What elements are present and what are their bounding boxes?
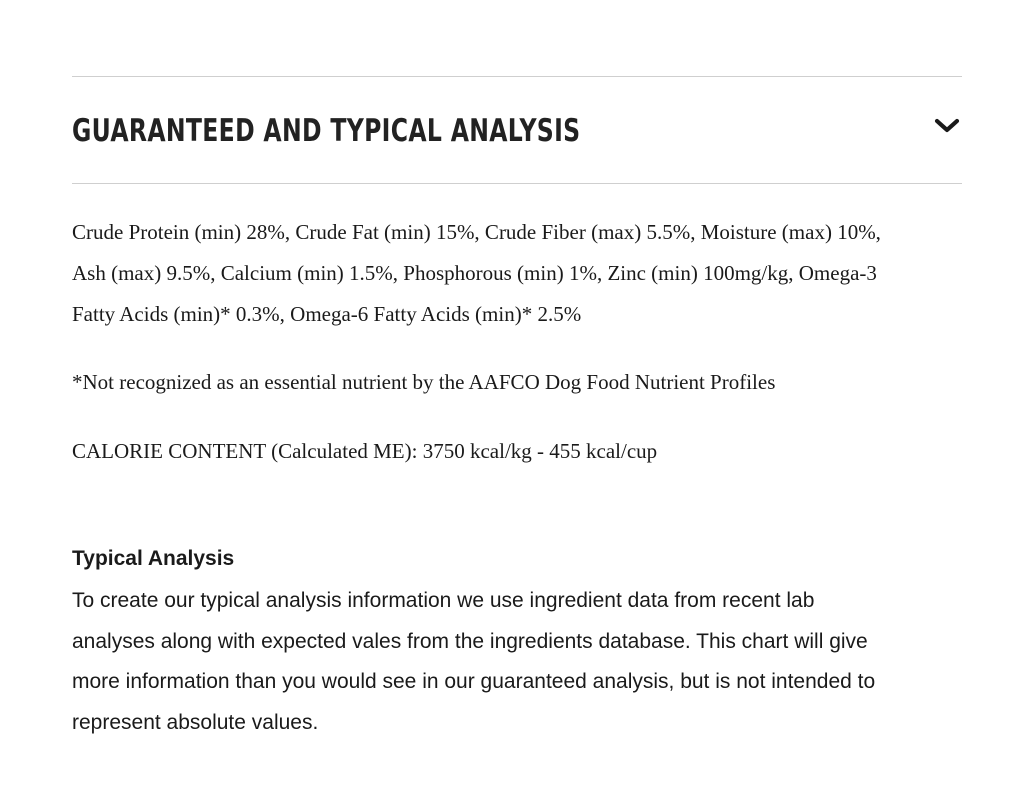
- analysis-line: Fatty Acids (min)* 0.3%, Omega-6 Fatty Acids (min)* 2.5%: [72, 302, 582, 326]
- description-line: To create our typical analysis information we use ingredient data from recent lab: [72, 589, 815, 612]
- accordion-title: GUARANTEED AND TYPICAL ANALYSIS: [72, 113, 581, 149]
- description-line: more information than you would see in our guaranteed analysis, but is not intended to: [72, 670, 876, 693]
- description-line: analyses along with expected vales from the ingredients database. This chart will give: [72, 629, 868, 653]
- description-line: represent absolute values.: [72, 710, 319, 734]
- chevron-down-icon[interactable]: [932, 113, 962, 139]
- accordion-header[interactable]: [72, 77, 962, 183]
- bottom-divider: [72, 183, 962, 184]
- typical-analysis-description: [72, 581, 875, 743]
- calorie-content: CALORIE CONTENT (Calculated ME): 3750 kcal/kg - 455 kcal/cup: [72, 439, 658, 463]
- typical-analysis-heading: Typical Analysis: [72, 547, 235, 570]
- analysis-line: Ash (max) 9.5%, Calcium (min) 1.5%, Phosphorous (min) 1%, Zinc (min) 100mg/kg, Omega-3: [72, 261, 877, 285]
- analysis-line: Crude Protein (min) 28%, Crude Fat (min) 15%, Crude Fiber (max) 5.5%, Moisture (max) 10%,: [72, 220, 881, 244]
- guaranteed-analysis-text: [72, 212, 881, 335]
- aafco-footnote: *Not recognized as an essential nutrient by the AAFCO Dog Food Nutrient Profiles: [72, 370, 776, 394]
